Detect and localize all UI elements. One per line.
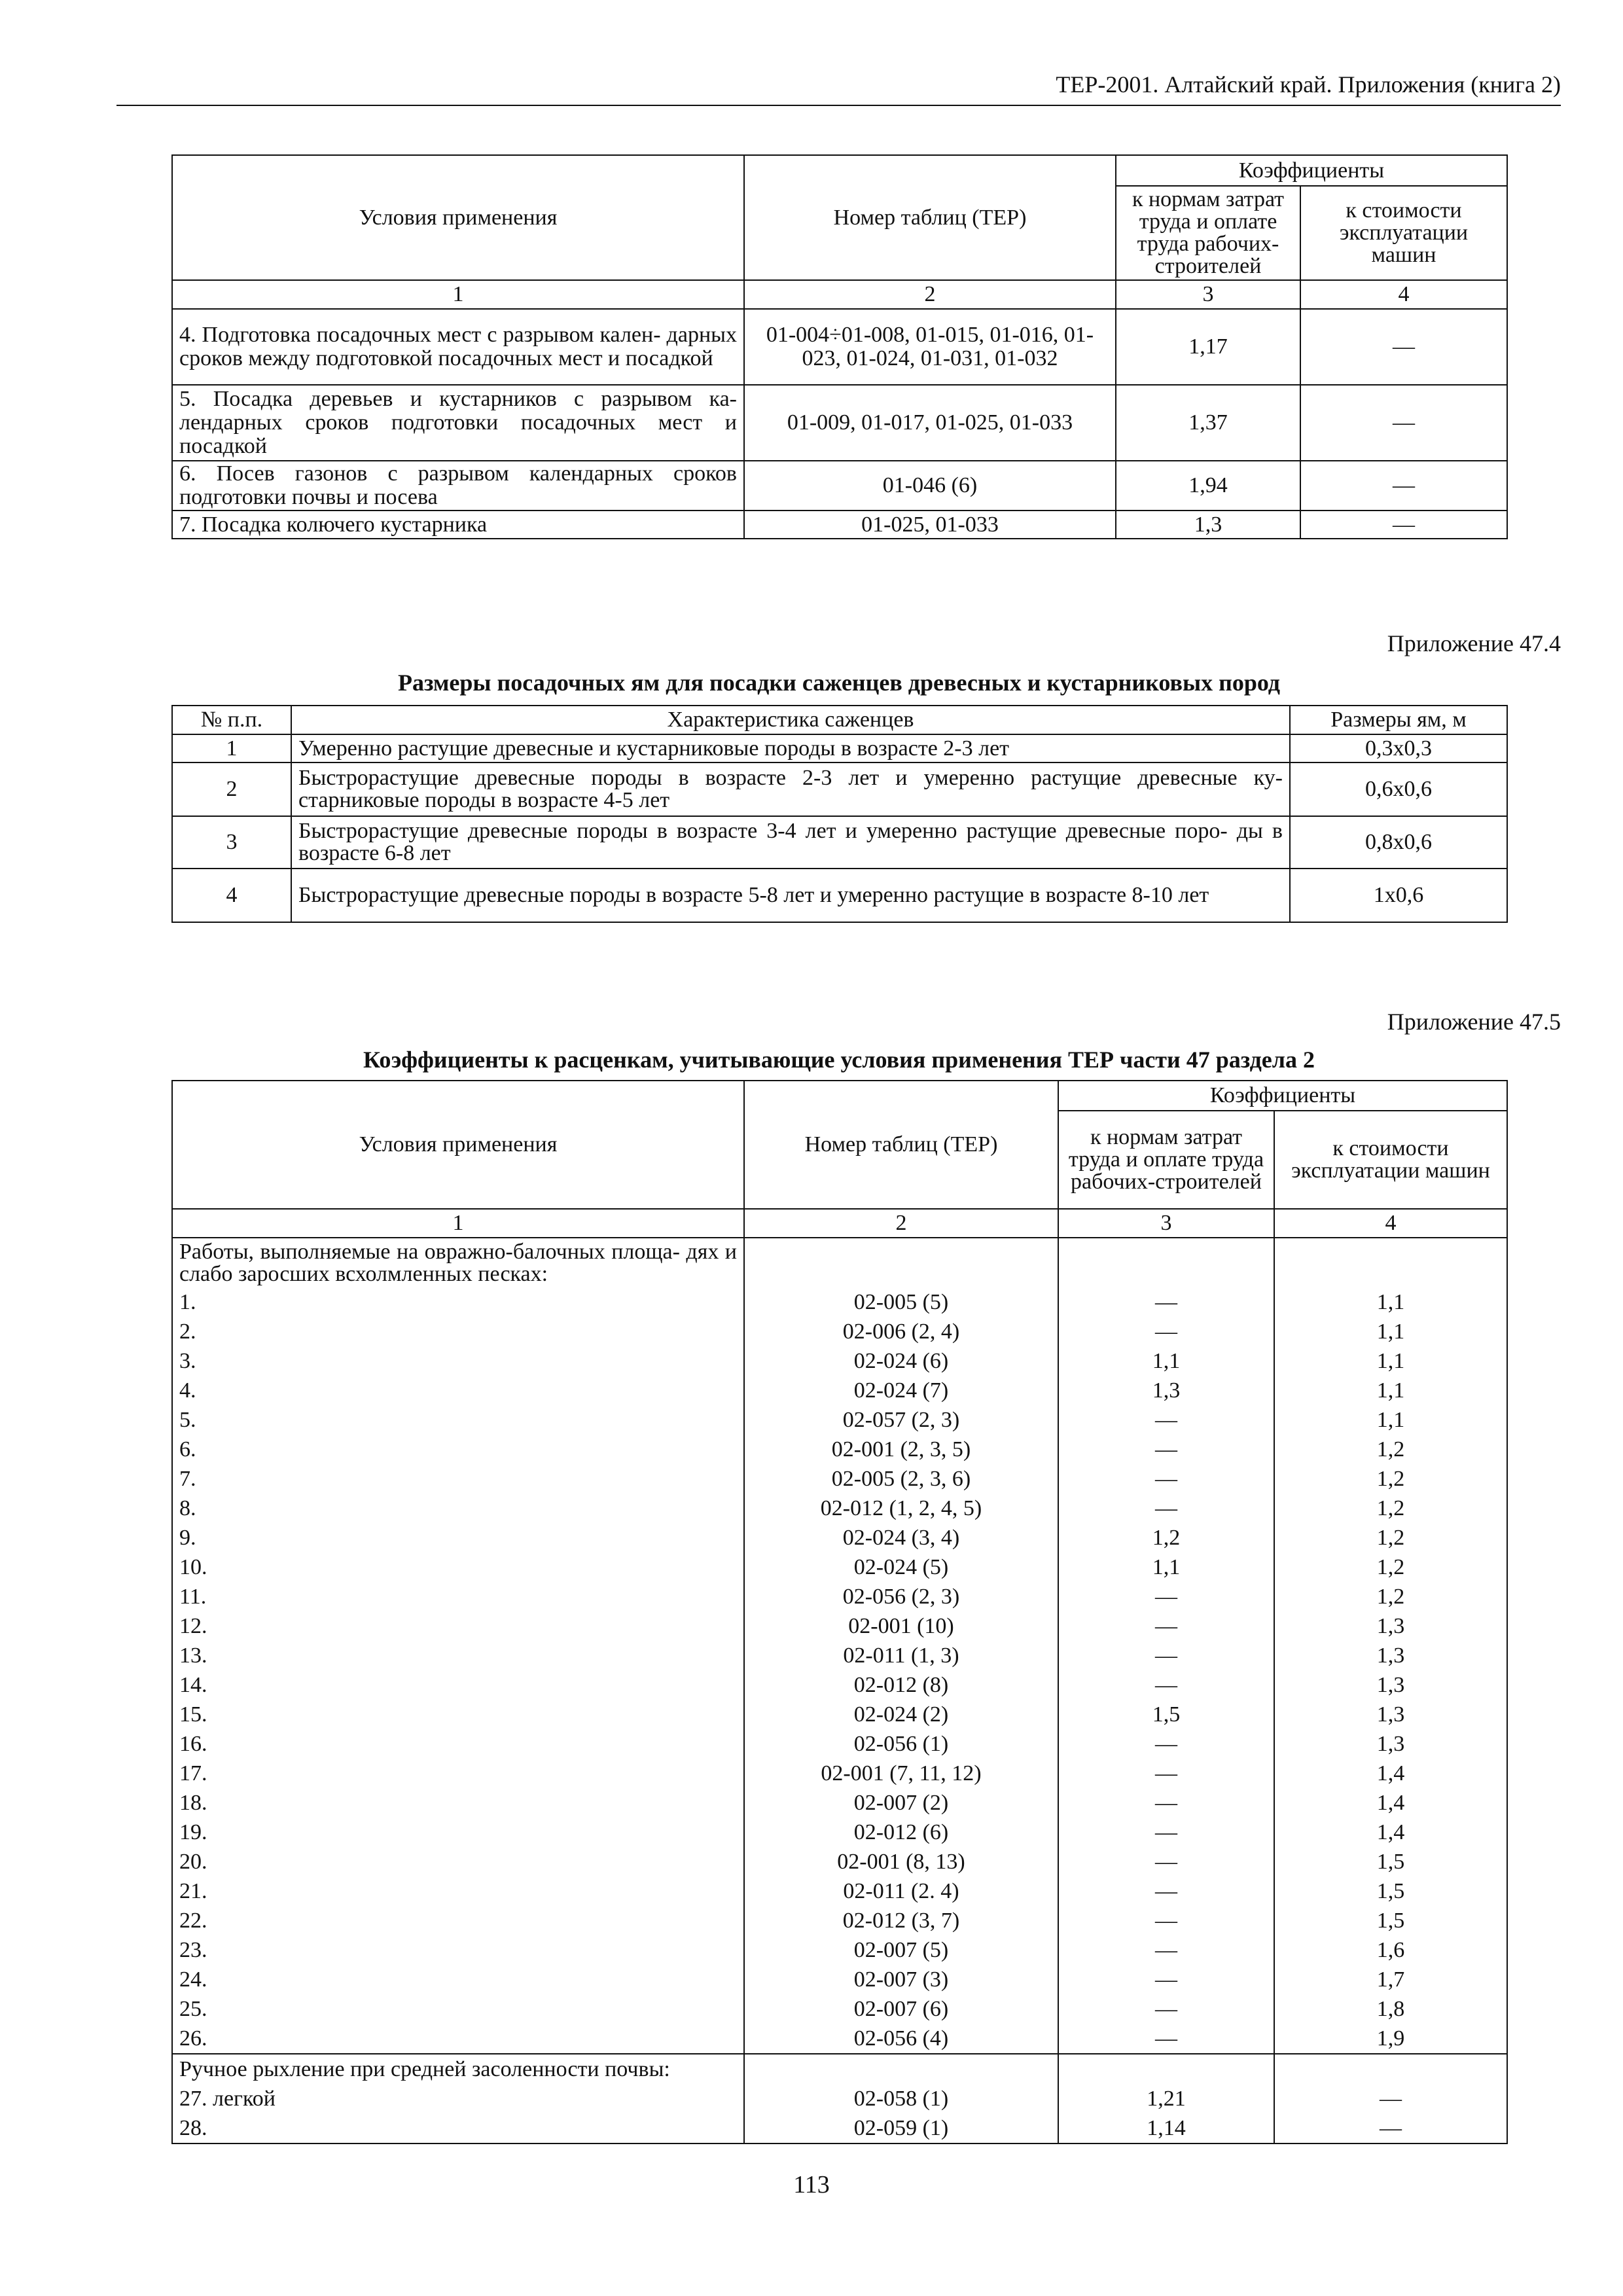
labor-coef-cell: — [1058, 1729, 1274, 1759]
labor-coef-cell: — [1058, 1435, 1274, 1464]
table-row [172, 2084, 1507, 2113]
col-number-header: № п.п. [172, 706, 291, 734]
labor-coef-cell: 1,94 [1116, 461, 1300, 511]
machine-coef-cell: 1,5 [1274, 1906, 1507, 1935]
row-label: 25. [172, 1994, 744, 2024]
labor-coef-cell: 1,21 [1058, 2084, 1274, 2113]
labor-coef-cell: — [1058, 1405, 1274, 1435]
row-label: 3. [172, 1346, 744, 1376]
col-number: 4 [1300, 280, 1507, 309]
description-cell: Быстрорастущие древесные породы в возрасте 3-4 лет и умеренно растущие древесные поро- ды в возрасте 6-8 лет [291, 816, 1290, 869]
table-row [172, 385, 1507, 461]
table-row [172, 1287, 1507, 1317]
table-no-cell: 02-056 (2, 3) [744, 1582, 1058, 1611]
table-row [172, 511, 1507, 539]
labor-coef-cell: — [1058, 1464, 1274, 1494]
machine-coef-cell: 1,3 [1274, 1641, 1507, 1670]
row-label: 15. [172, 1700, 744, 1729]
labor-coef-cell: — [1058, 2024, 1274, 2054]
machine-coef-cell: 1,1 [1274, 1346, 1507, 1376]
table-no-cell: 02-005 (5) [744, 1287, 1058, 1317]
col-number: 3 [1058, 1209, 1274, 1238]
table-row [172, 2024, 1507, 2054]
machine-coef-cell: 1,1 [1274, 1376, 1507, 1405]
machine-coef-cell: 1,2 [1274, 1435, 1507, 1464]
row-label: 9. [172, 1523, 744, 1552]
machine-coef-cell: 1,4 [1274, 1788, 1507, 1818]
table-row [172, 1405, 1507, 1435]
table-row [172, 1729, 1507, 1759]
table-no-cell: 02-024 (7) [744, 1376, 1058, 1405]
relief-coefficients-table [171, 1080, 1508, 2144]
table-no-cell: 02-012 (3, 7) [744, 1906, 1058, 1935]
table-row [172, 1788, 1507, 1818]
table-row [172, 1876, 1507, 1906]
table-row [172, 1641, 1507, 1670]
table-no-cell: 02-005 (2, 3, 6) [744, 1464, 1058, 1494]
condition-cell: 7. Посадка колючего кустарника [172, 511, 744, 539]
row-label: 27. легкой [172, 2084, 744, 2113]
col-labor-header: к нормам затрат труда и оплате труда рабочих-строителей [1058, 1111, 1274, 1209]
row-label: 12. [172, 1611, 744, 1641]
labor-coef-cell: 1,5 [1058, 1700, 1274, 1729]
table-no-cell: 02-007 (2) [744, 1788, 1058, 1818]
table-no-cell: 02-007 (6) [744, 1994, 1058, 2024]
labor-coef-cell: — [1058, 1494, 1274, 1523]
table-caption: Размеры посадочных ям для посадки саженцев древесных и кустарниковых пород [397, 670, 1281, 696]
condition-cell: 4. Подготовка посадочных мест с разрывом кален- дарных сроков между подготовкой посадочных мест и посадкой [172, 309, 744, 385]
machine-coef-cell: 1,7 [1274, 1965, 1507, 1994]
machine-coef-cell: 1,2 [1274, 1523, 1507, 1552]
machine-coef-cell: — [1300, 511, 1507, 539]
row-label: 18. [172, 1788, 744, 1818]
machine-coef-cell: 1,9 [1274, 2024, 1507, 2054]
table-no-cell: 02-001 (8, 13) [744, 1847, 1058, 1876]
labor-coef-cell: — [1058, 1287, 1274, 1317]
table-caption: Коэффициенты к расценкам, учитывающие условия применения ТЕР части 47 раздела 2 [363, 1047, 1315, 1073]
table-row [172, 1523, 1507, 1552]
machine-coef-cell: — [1300, 385, 1507, 461]
table-no-cell: 02-056 (1) [744, 1729, 1058, 1759]
row-label: 26. [172, 2024, 744, 2054]
labor-coef-cell: — [1058, 1641, 1274, 1670]
row-label: 13. [172, 1641, 744, 1670]
row-label: 4. [172, 1376, 744, 1405]
row-label: 5. [172, 1405, 744, 1435]
table-no-cell: 02-012 (8) [744, 1670, 1058, 1700]
col-size-header: Размеры ям, м [1290, 706, 1507, 734]
col-machines-header: к стоимости эксплуатации машин [1300, 186, 1507, 280]
machine-coef-cell: 1,6 [1274, 1935, 1507, 1965]
table-no-cell: 01-025, 01-033 [744, 511, 1116, 539]
labor-coef-cell: — [1058, 1965, 1274, 1994]
row-label: 16. [172, 1729, 744, 1759]
running-header: ТЕР-2001. Алтайский край. Приложения (книга 2) [1056, 71, 1561, 98]
machine-coef-cell: 1,8 [1274, 1994, 1507, 2024]
table-row [172, 1906, 1507, 1935]
table-row [172, 1494, 1507, 1523]
row-number: 2 [172, 762, 291, 816]
table-no-cell: 01-046 (6) [744, 461, 1116, 511]
table-row [172, 309, 1507, 385]
table-row [172, 1759, 1507, 1788]
table-no-cell: 02-001 (7, 11, 12) [744, 1759, 1058, 1788]
col-labor-header: к нормам затрат труда и оплате труда рабочих-строителей [1116, 186, 1300, 280]
table-no-cell: 02-001 (2, 3, 5) [744, 1435, 1058, 1464]
table-no-cell: 02-007 (3) [744, 1965, 1058, 1994]
row-label: 22. [172, 1906, 744, 1935]
machine-coef-cell: 1,4 [1274, 1818, 1507, 1847]
machine-coef-cell: 1,3 [1274, 1611, 1507, 1641]
condition-cell: 5. Посадка деревьев и кустарников с разрывом ка- лендарных сроков подготовки посадочных мест и посадкой [172, 385, 744, 461]
labor-coef-cell: 1,2 [1058, 1523, 1274, 1552]
col-number: 4 [1274, 1209, 1507, 1238]
row-label: 21. [172, 1876, 744, 1906]
table-row [172, 1700, 1507, 1729]
machine-coef-cell: 1,4 [1274, 1759, 1507, 1788]
row-label: 14. [172, 1670, 744, 1700]
planting-pits-table [171, 705, 1508, 923]
table-row [172, 816, 1507, 869]
col-number: 3 [1116, 280, 1300, 309]
condition-cell: 6. Посев газонов с разрывом календарных сроков подготовки почвы и посева [172, 461, 744, 511]
table-row [172, 1965, 1507, 1994]
table-row [172, 1376, 1507, 1405]
table-no-cell: 02-059 (1) [744, 2113, 1058, 2144]
row-number: 3 [172, 816, 291, 869]
size-cell: 0,3х0,3 [1290, 734, 1507, 762]
col-description-header: Характеристика саженцев [291, 706, 1290, 734]
row-label: 11. [172, 1582, 744, 1611]
machine-coef-cell: 1,2 [1274, 1582, 1507, 1611]
table-no-cell: 02-011 (2. 4) [744, 1876, 1058, 1906]
col-conditions-header: Условия применения [172, 155, 744, 280]
machine-coef-cell: 1,3 [1274, 1670, 1507, 1700]
col-coefficients-header: Коэффициенты [1116, 155, 1507, 186]
labor-coef-cell: — [1058, 1788, 1274, 1818]
col-machines-header: к стоимости эксплуатации машин [1274, 1111, 1507, 1209]
labor-coef-cell: 1,1 [1058, 1552, 1274, 1582]
table-no-cell: 02-007 (5) [744, 1935, 1058, 1965]
col-coefficients-header: Коэффициенты [1058, 1081, 1507, 1111]
row-label: 6. [172, 1435, 744, 1464]
size-cell: 0,8х0,6 [1290, 816, 1507, 869]
table-no-cell: 02-058 (1) [744, 2084, 1058, 2113]
machine-coef-cell: 1,5 [1274, 1876, 1507, 1906]
machine-coef-cell: — [1274, 2084, 1507, 2113]
labor-coef-cell: — [1058, 1759, 1274, 1788]
table-no-cell: 02-011 (1, 3) [744, 1641, 1058, 1670]
machine-coef-cell: 1,2 [1274, 1552, 1507, 1582]
col-number: 1 [172, 1209, 744, 1238]
labor-coef-cell: — [1058, 1847, 1274, 1876]
coefficients-table-continued [171, 154, 1508, 539]
row-number: 4 [172, 869, 291, 922]
table-no-cell: 01-009, 01-017, 01-025, 01-033 [744, 385, 1116, 461]
row-label: 24. [172, 1965, 744, 1994]
machine-coef-cell: 1,2 [1274, 1464, 1507, 1494]
table-row [172, 1346, 1507, 1376]
labor-coef-cell: 1,1 [1058, 1346, 1274, 1376]
table-no-cell: 02-056 (4) [744, 2024, 1058, 2054]
labor-coef-cell: 1,14 [1058, 2113, 1274, 2144]
labor-coef-cell: — [1058, 1582, 1274, 1611]
table-no-cell: 02-006 (2, 4) [744, 1317, 1058, 1346]
description-cell: Умеренно растущие древесные и кустарниковые породы в возрасте 2-3 лет [291, 734, 1290, 762]
row-label: 2. [172, 1317, 744, 1346]
labor-coef-cell: — [1058, 1818, 1274, 1847]
appendix-label: Приложение 47.5 [1387, 1009, 1561, 1035]
table-row [172, 1670, 1507, 1700]
row-label: 28. [172, 2113, 744, 2144]
section-heading: Ручное рыхление при средней засоленности почвы: [172, 2054, 744, 2084]
section-heading: Работы, выполняемые на овражно-балочных площа- дях и слабо заросших всхолмленных песках: [172, 1238, 744, 1287]
description-cell: Быстрорастущие древесные породы в возрасте 5-8 лет и умеренно растущие в возрасте 8-10 лет [291, 869, 1290, 922]
size-cell: 0,6х0,6 [1290, 762, 1507, 816]
machine-coef-cell: 1,2 [1274, 1494, 1507, 1523]
table-row [172, 869, 1507, 922]
table-row [172, 1582, 1507, 1611]
col-number: 2 [744, 1209, 1058, 1238]
machine-coef-cell: 1,1 [1274, 1287, 1507, 1317]
table-row [172, 734, 1507, 762]
machine-coef-cell: — [1274, 2113, 1507, 2144]
table-no-cell: 02-057 (2, 3) [744, 1405, 1058, 1435]
row-label: 17. [172, 1759, 744, 1788]
machine-coef-cell: — [1300, 461, 1507, 511]
row-label: 1. [172, 1287, 744, 1317]
col-number: 1 [172, 280, 744, 309]
machine-coef-cell: 1,3 [1274, 1700, 1507, 1729]
table-no-cell: 02-024 (3, 4) [744, 1523, 1058, 1552]
table-row [172, 2113, 1507, 2144]
labor-coef-cell: — [1058, 1935, 1274, 1965]
appendix-label: Приложение 47.4 [1387, 630, 1561, 656]
col-conditions-header: Условия применения [172, 1081, 744, 1209]
table-no-cell: 02-012 (6) [744, 1818, 1058, 1847]
table-no-cell: 02-024 (6) [744, 1346, 1058, 1376]
labor-coef-cell: — [1058, 1611, 1274, 1641]
table-no-cell: 02-024 (2) [744, 1700, 1058, 1729]
header-rule [116, 105, 1561, 106]
row-label: 8. [172, 1494, 744, 1523]
labor-coef-cell: 1,17 [1116, 309, 1300, 385]
table-row [172, 1818, 1507, 1847]
labor-coef-cell: — [1058, 1994, 1274, 2024]
machine-coef-cell: — [1300, 309, 1507, 385]
labor-coef-cell: 1,37 [1116, 385, 1300, 461]
labor-coef-cell: — [1058, 1876, 1274, 1906]
row-label: 10. [172, 1552, 744, 1582]
labor-coef-cell: — [1058, 1906, 1274, 1935]
page-number: 113 [793, 2171, 830, 2198]
table-row [172, 1994, 1507, 2024]
row-label: 23. [172, 1935, 744, 1965]
section-2-rows [172, 2084, 1507, 2144]
machine-coef-cell: 1,1 [1274, 1405, 1507, 1435]
row-label: 7. [172, 1464, 744, 1494]
table-row [172, 461, 1507, 511]
machine-coef-cell: 1,1 [1274, 1317, 1507, 1346]
row-label: 19. [172, 1818, 744, 1847]
machine-coef-cell: 1,5 [1274, 1847, 1507, 1876]
section-1-rows [172, 1287, 1507, 2054]
labor-coef-cell: 1,3 [1058, 1376, 1274, 1405]
description-cell: Быстрорастущие древесные породы в возрасте 2-3 лет и умеренно растущие древесные ку- старниковые породы в возрасте 4-5 лет [291, 762, 1290, 816]
table-row [172, 762, 1507, 816]
table-row [172, 1611, 1507, 1641]
row-label: 20. [172, 1847, 744, 1876]
table-row [172, 1935, 1507, 1965]
labor-coef-cell: — [1058, 1670, 1274, 1700]
table-row [172, 1317, 1507, 1346]
col-table-no-header: Номер таблиц (ТЕР) [744, 1081, 1058, 1209]
row-number: 1 [172, 734, 291, 762]
size-cell: 1х0,6 [1290, 869, 1507, 922]
table-no-cell: 01-004÷01-008, 01-015, 01-016, 01-023, 01-024, 01-031, 01-032 [744, 309, 1116, 385]
table-row [172, 1552, 1507, 1582]
table-no-cell: 02-001 (10) [744, 1611, 1058, 1641]
table-no-cell: 02-012 (1, 2, 4, 5) [744, 1494, 1058, 1523]
table-row [172, 1847, 1507, 1876]
table-row [172, 1464, 1507, 1494]
labor-coef-cell: 1,3 [1116, 511, 1300, 539]
table-row [172, 1435, 1507, 1464]
col-table-no-header: Номер таблиц (ТЕР) [744, 155, 1116, 280]
table-no-cell: 02-024 (5) [744, 1552, 1058, 1582]
col-number: 2 [744, 280, 1116, 309]
machine-coef-cell: 1,3 [1274, 1729, 1507, 1759]
labor-coef-cell: — [1058, 1317, 1274, 1346]
